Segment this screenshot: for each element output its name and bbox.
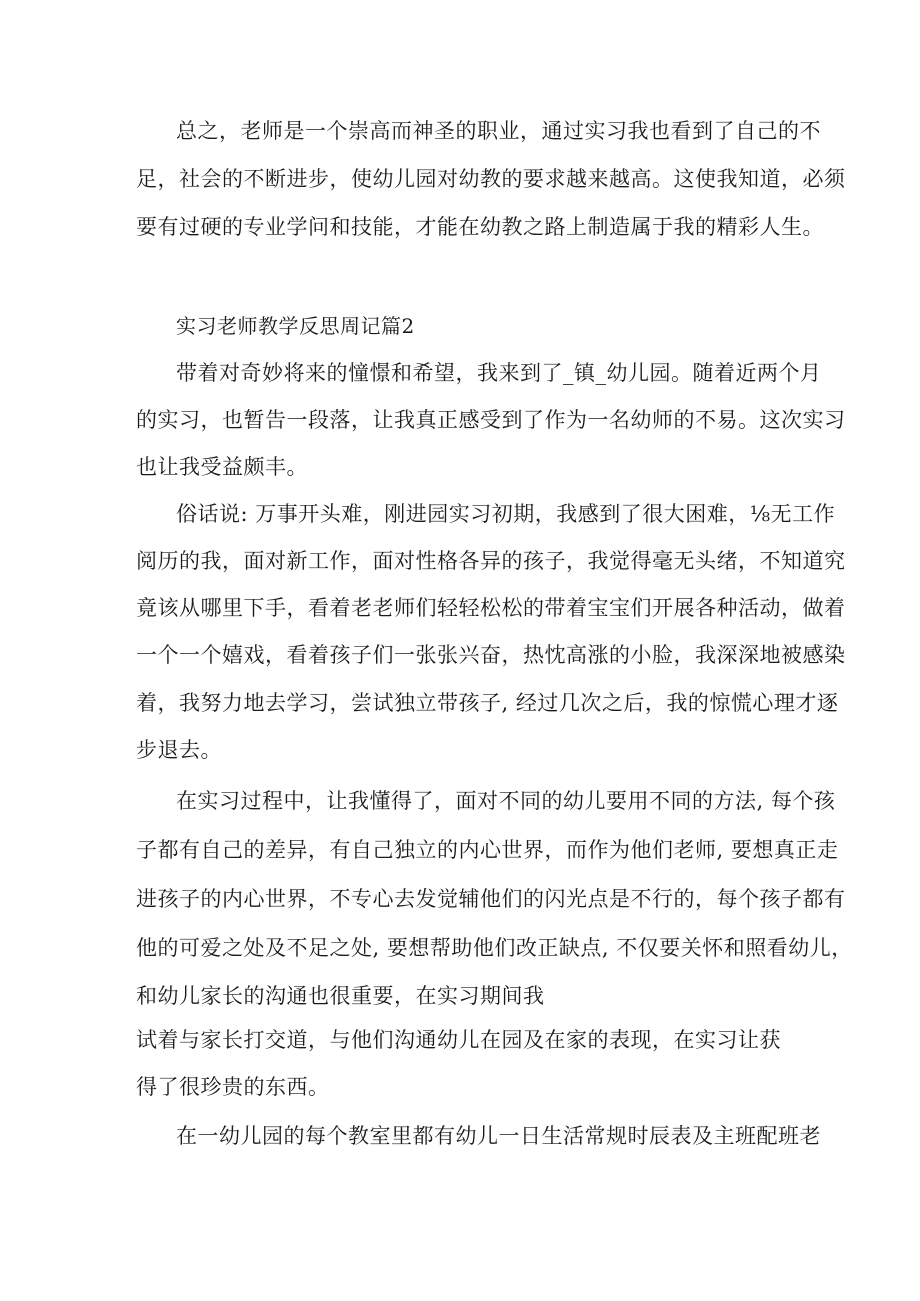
para1-line-3: 要有过硬的专业学问和技能，才能在幼教之路上制造属于我的精彩人生。 bbox=[136, 215, 824, 239]
para3-line-6: 步退去。 bbox=[136, 738, 222, 762]
para4-line-2: 子都有自己的差异，有自己独立的内心世界，而作为他们老师, 要想真正走 bbox=[136, 838, 839, 862]
para2-line-2: 的实习，也暂告一段落，让我真正感受到了作为一名幼师的不易。这次实习 bbox=[136, 408, 846, 432]
para3-line-1: 俗话说: 万事开头难，刚进园实习初期，我感到了很大困难，⅛无工作 bbox=[176, 502, 836, 526]
para2-line-1: 带着对奇妙将来的憧憬和希望，我来到了_镇_幼儿园。随着近两个月 bbox=[176, 361, 822, 385]
para3-line-5: 着，我努力地去学习，尝试独立带孩子, 经过几次之后，我的惊慌心理才逐 bbox=[136, 691, 839, 715]
para4-line-3: 进孩子的内心世界，不专心去发觉辅他们的闪光点是不行的，每个孩子都有 bbox=[136, 887, 846, 911]
para1-line-2: 足，社会的不断进步，使幼儿园对幼教的要求越来越高。这使我知道，必须 bbox=[136, 167, 846, 191]
para4-line-4: 他的可爱之处及不足之处, 要想帮助他们改正缺点, 不仅要关怀和照看幼儿， bbox=[136, 936, 853, 960]
para3-line-4: 一个一个嬉戏，看着孩子们一张张兴奋，热忱高涨的小脸，我深深地被感染 bbox=[136, 643, 846, 667]
para3-line-3: 竟该从哪里下手，看着老老师们轻轻松松的带着宝宝们开展各种活动，做着 bbox=[136, 596, 846, 620]
para2-line-3: 也让我受益颇丰。 bbox=[136, 455, 308, 479]
para4-line-7: 得了很珍贵的东西。 bbox=[136, 1075, 330, 1099]
para3-line-2: 阅历的我，面对新工作，面对性格各异的孩子，我觉得毫无头绪，不知道究 bbox=[136, 549, 846, 573]
para5-line-1: 在一幼儿园的每个教室里都有幼儿一日生活常规时辰表及主班配班老 bbox=[176, 1124, 821, 1148]
para1-line-1: 总之，老师是一个崇高而神圣的职业，通过实习我也看到了自己的不 bbox=[176, 119, 821, 143]
para4-line-1: 在实习过程中，让我懂得了，面对不同的幼儿要用不同的方法, 每个孩 bbox=[176, 789, 836, 813]
section-heading: 实习老师教学反思周记篇2 bbox=[176, 314, 415, 338]
para4-line-6: 试着与家长打交道，与他们沟通幼儿在园及在家的表现，在实习让获 bbox=[136, 1028, 781, 1052]
para4-line-5: 和幼儿家长的沟通也很重要，在实习期间我 bbox=[136, 984, 545, 1008]
